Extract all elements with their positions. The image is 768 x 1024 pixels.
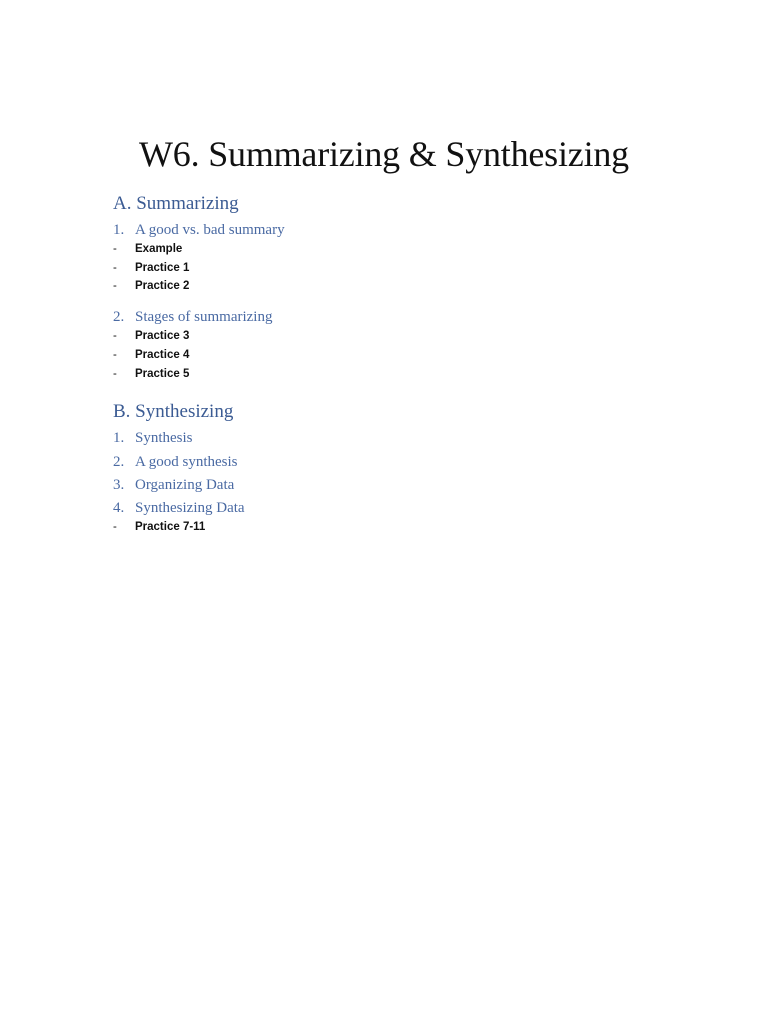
bullet-label: Practice 1 [135, 262, 190, 274]
bullet-item [113, 280, 189, 292]
bullet-item [113, 368, 189, 380]
bullet-label: Example [135, 243, 183, 255]
list-item-good-synthesis [113, 454, 238, 471]
list-item-synthesis [113, 430, 193, 447]
list-item-label: A good vs. bad summary [135, 222, 285, 238]
bullet-item [113, 243, 182, 255]
list-number: 1. [113, 222, 125, 238]
bullet-item [113, 330, 189, 342]
bullet-marker: - [113, 262, 117, 274]
list-item-good-vs-bad-summary [113, 222, 285, 239]
bullet-label: Practice 2 [135, 280, 190, 292]
document-title: W6. Summarizing & Synthesizing [139, 134, 629, 174]
list-item-synthesizing-data [113, 500, 245, 517]
bullet-marker: - [113, 330, 117, 342]
bullet-label: Practice 3 [135, 330, 190, 342]
list-number: 3. [113, 477, 125, 493]
list-item-label: Synthesizing Data [135, 500, 245, 516]
section-heading-summarizing: A. Summarizing [113, 193, 239, 214]
bullet-label: Practice 7-11 [135, 521, 206, 533]
bullet-item [113, 349, 189, 361]
list-item-label: Stages of summarizing [135, 309, 273, 325]
bullet-marker: - [113, 521, 117, 533]
bullet-label: Practice 5 [135, 368, 190, 380]
list-item-label: Synthesis [135, 430, 193, 446]
section-heading-synthesizing: B. Synthesizing [113, 401, 234, 422]
list-number: 2. [113, 309, 125, 325]
list-item-label: A good synthesis [135, 454, 238, 470]
list-item-organizing-data [113, 477, 234, 494]
list-item-stages-of-summarizing [113, 309, 272, 326]
list-item-label: Organizing Data [135, 477, 235, 493]
bullet-marker: - [113, 368, 117, 380]
bullet-item [113, 262, 189, 274]
bullet-marker: - [113, 349, 117, 361]
bullet-item [113, 521, 205, 533]
bullet-marker: - [113, 243, 117, 255]
bullet-label: Practice 4 [135, 349, 190, 361]
bullet-marker: - [113, 280, 117, 292]
list-number: 2. [113, 454, 125, 470]
list-number: 4. [113, 500, 125, 516]
list-number: 1. [113, 430, 125, 446]
